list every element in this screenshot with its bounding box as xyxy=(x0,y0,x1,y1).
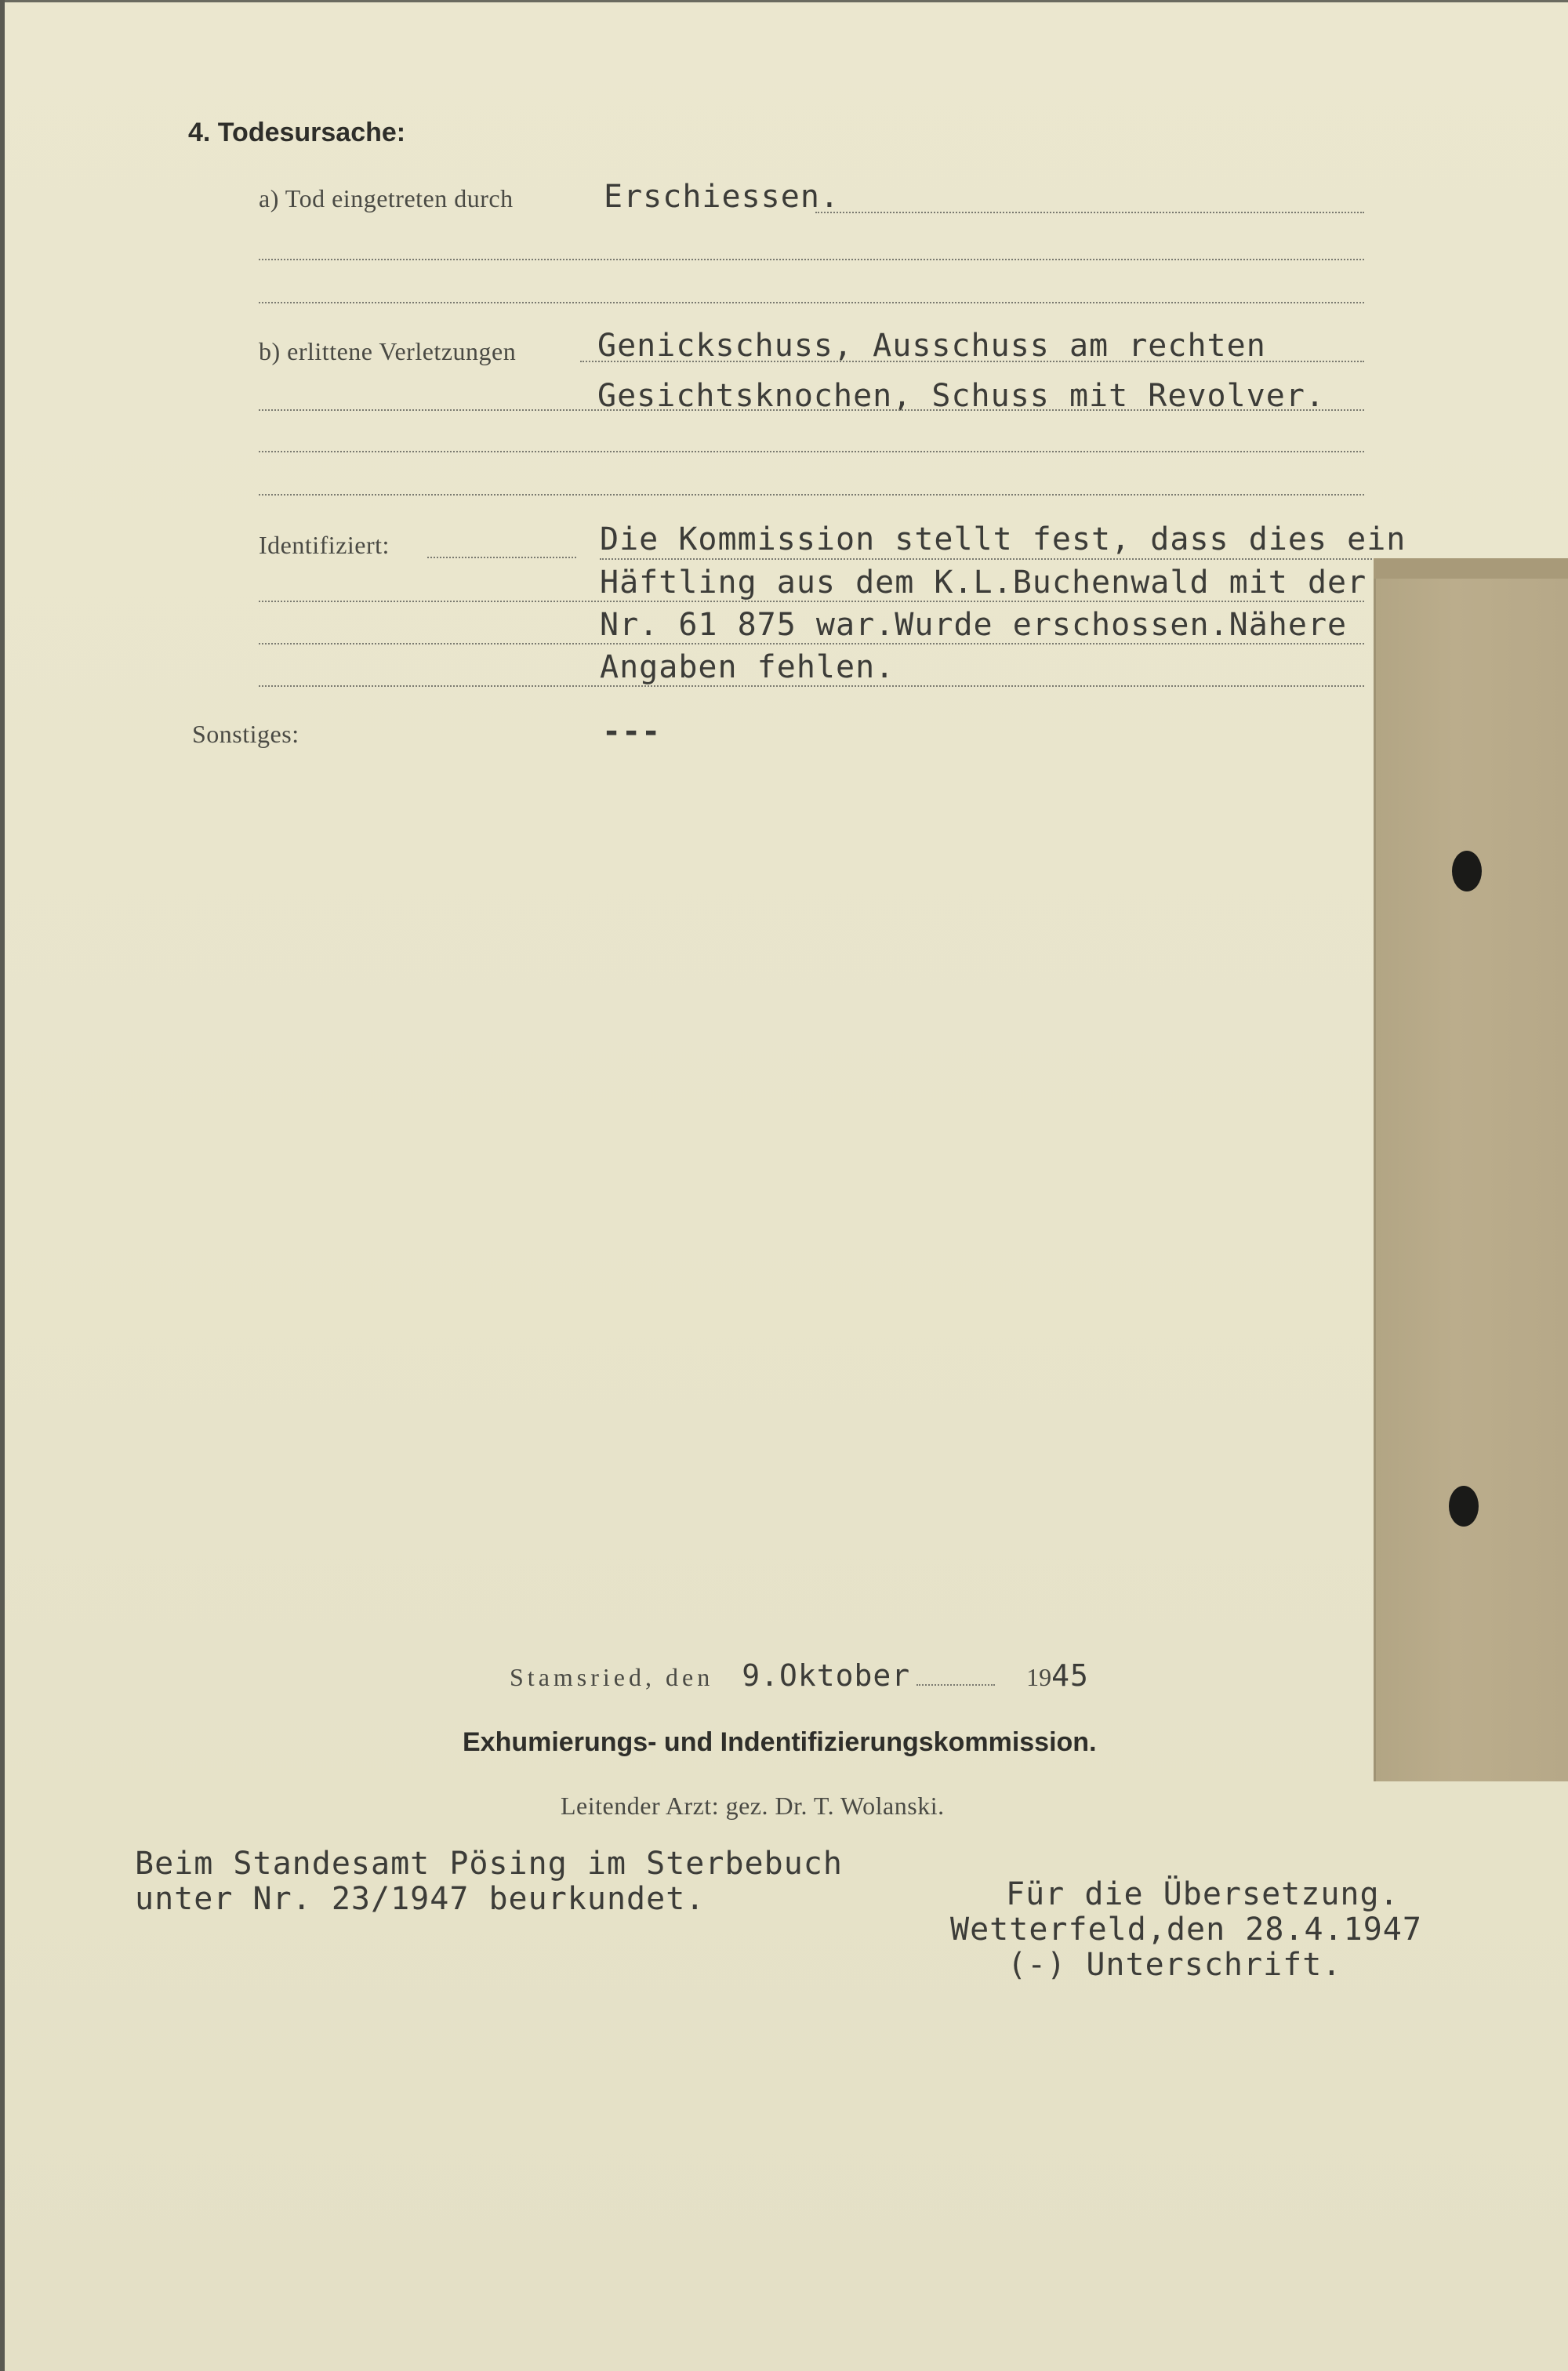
punch-hole-top xyxy=(1452,851,1482,891)
blank-dotted-line-4 xyxy=(259,494,1364,496)
injuries-dotted-line-2 xyxy=(259,409,1364,411)
date-day-month: 9.Oktober xyxy=(742,1658,911,1693)
page-edge-left xyxy=(0,0,5,2371)
commission-name: Exhumierungs- und Indentifizierungskommission. xyxy=(463,1727,1097,1757)
translation-line-2: Wetterfeld,den 28.4.1947 xyxy=(950,1912,1422,1948)
page-edge-top xyxy=(0,0,1568,2)
injuries-dotted-line-1 xyxy=(580,361,1364,362)
cause-value: Erschiessen. xyxy=(604,179,840,215)
blank-dotted-line-1 xyxy=(259,259,1364,260)
blank-dotted-line-2 xyxy=(259,302,1364,303)
identified-label: Identifiziert: xyxy=(259,531,390,559)
identified-line-4: Angaben fehlen. xyxy=(600,649,895,685)
cause-label: a) Tod eingetreten durch xyxy=(259,184,514,212)
cause-dotted-line xyxy=(815,212,1364,213)
registry-line-2: unter Nr. 23/1947 beurkundet. xyxy=(135,1881,706,1917)
other-value: --- xyxy=(602,713,662,750)
place-label: Stamsried, den xyxy=(510,1663,714,1691)
translation-line-1: Für die Übersetzung. xyxy=(1006,1876,1399,1912)
injuries-label: b) erlittene Verletzungen xyxy=(259,337,517,365)
attached-paper-tab xyxy=(1374,558,1568,1781)
identified-dotted-line-2 xyxy=(259,601,1364,602)
blank-dotted-line-3 xyxy=(259,451,1364,452)
identified-dotted-line-4 xyxy=(259,685,1364,687)
registry-line-1: Beim Standesamt Pösing im Sterbebuch xyxy=(135,1846,843,1882)
identified-dotted-line-3 xyxy=(259,643,1364,644)
place-date-line xyxy=(510,1658,1089,1693)
identified-dotted-lead xyxy=(427,557,576,558)
punch-hole-bottom xyxy=(1449,1486,1479,1527)
injuries-line-1: Genickschuss, Ausschuss am rechten xyxy=(597,328,1266,364)
identified-line-3: Nr. 61 875 war.Wurde erschossen.Nähere xyxy=(600,607,1348,643)
identified-line-2: Häftling aus dem K.L.Buchenwald mit der xyxy=(600,565,1367,601)
date-year-prefix: 19 xyxy=(1026,1663,1052,1691)
attached-paper-tab-fold xyxy=(1374,558,1568,579)
date-year-suffix: 45 xyxy=(1051,1658,1089,1693)
translation-line-3: (-) Unterschrift. xyxy=(1007,1947,1342,1983)
identified-dotted-line-1 xyxy=(600,558,1372,560)
section-heading: 4. Todesursache: xyxy=(188,118,406,147)
leading-doctor: Leitender Arzt: gez. Dr. T. Wolanski. xyxy=(561,1792,945,1820)
injuries-line-2: Gesichtsknochen, Schuss mit Revolver. xyxy=(597,378,1326,414)
other-label: Sonstiges: xyxy=(192,720,299,748)
identified-line-1: Die Kommission stellt fest, dass dies ein xyxy=(600,521,1406,557)
